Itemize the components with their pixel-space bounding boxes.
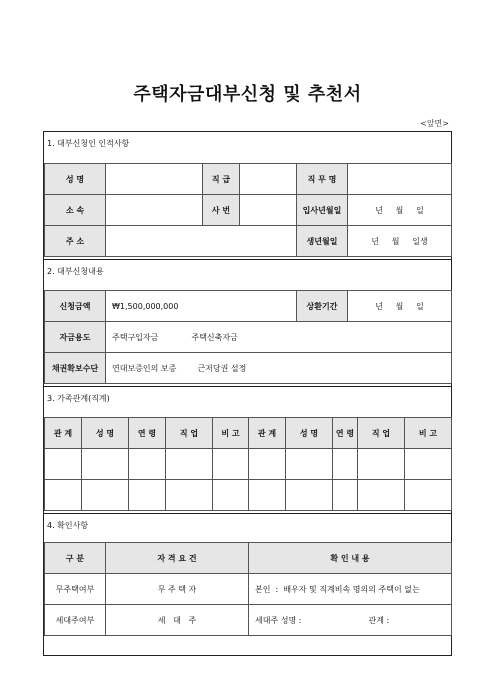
homeless-qualification: 무 주 택 자 xyxy=(106,574,249,605)
family-cell[interactable] xyxy=(249,480,286,511)
security-means-label: 채권확보수단 xyxy=(45,353,106,384)
employee-number-field[interactable] xyxy=(240,195,297,226)
birth-date-field[interactable]: 년 월 일생 xyxy=(348,226,452,257)
household-head-relation-label: 관계 : xyxy=(368,615,390,625)
birth-date-label: 생년월일 xyxy=(297,226,348,257)
family-cell[interactable] xyxy=(213,480,249,511)
name-field[interactable] xyxy=(106,164,203,195)
family-cell[interactable] xyxy=(405,449,452,480)
fund-use-option-construction[interactable]: 주택신축자금 xyxy=(191,332,238,342)
family-cell[interactable] xyxy=(82,449,129,480)
security-option-mortgage[interactable]: 근저당권 설정 xyxy=(197,363,247,373)
address-label: 주 소 xyxy=(45,226,106,257)
section-4-heading: 4. 확인사항 xyxy=(44,513,451,536)
family-cell[interactable] xyxy=(333,480,358,511)
affiliation-label: 소 속 xyxy=(45,195,106,226)
repayment-period-label: 상환기간 xyxy=(297,291,348,322)
section-2-heading: 2. 대부신청내용 xyxy=(44,259,451,282)
family-cell[interactable] xyxy=(333,449,358,480)
family-header-remarks: 비 고 xyxy=(213,418,249,449)
fund-use-label: 자금용도 xyxy=(45,322,106,353)
family-cell[interactable] xyxy=(405,480,452,511)
family-cell[interactable] xyxy=(166,480,213,511)
fund-use-option-purchase[interactable]: 주택구입자금 xyxy=(112,332,159,342)
fund-use-field[interactable] xyxy=(106,322,452,353)
rank-field[interactable] xyxy=(240,164,297,195)
employee-number-label: 사 번 xyxy=(203,195,240,226)
security-means-field[interactable] xyxy=(106,353,452,384)
verification-table xyxy=(44,542,452,636)
family-row xyxy=(45,480,452,511)
family-header-occupation: 직 업 xyxy=(358,418,405,449)
family-header-name: 성 명 xyxy=(82,418,129,449)
duty-label: 직 무 명 xyxy=(297,164,348,195)
verification-header-qualification: 자 격 요 건 xyxy=(106,543,249,574)
family-cell[interactable] xyxy=(166,449,213,480)
family-cell[interactable] xyxy=(249,449,286,480)
affiliation-field[interactable] xyxy=(106,195,203,226)
family-header-age: 연 령 xyxy=(333,418,358,449)
amount-label: 신청금액 xyxy=(45,291,106,322)
family-table xyxy=(44,417,452,511)
verification-header-confirmation: 확 인 내 용 xyxy=(249,543,452,574)
family-header-age: 연 령 xyxy=(129,418,166,449)
rank-label: 직 급 xyxy=(203,164,240,195)
family-cell[interactable] xyxy=(82,480,129,511)
verification-header-category: 구 분 xyxy=(45,543,106,574)
family-cell[interactable] xyxy=(358,449,405,480)
document-title: 주택자금대부신청 및 추천서 xyxy=(133,84,362,105)
household-head-name-label: 세대주 성명 : xyxy=(255,615,302,625)
hire-date-field[interactable]: 년 월 일 xyxy=(348,195,452,226)
family-header-name: 성 명 xyxy=(286,418,333,449)
household-head-qualification: 세 대 주 xyxy=(106,605,249,636)
section-3-heading: 3. 가족관계(직계) xyxy=(44,386,451,409)
amount-field[interactable]: ₩1,500,000,000 xyxy=(106,291,297,322)
homeless-status-label: 무주택여부 xyxy=(45,574,106,605)
family-cell[interactable] xyxy=(358,480,405,511)
repayment-period-field[interactable]: 년 월 일 xyxy=(348,291,452,322)
family-cell[interactable] xyxy=(45,449,82,480)
name-label: 성 명 xyxy=(45,164,106,195)
applicant-info-table xyxy=(44,163,452,257)
family-header-relation: 관 계 xyxy=(45,418,82,449)
family-cell[interactable] xyxy=(286,480,333,511)
family-header-occupation: 직 업 xyxy=(166,418,213,449)
hire-date-label: 입사년월일 xyxy=(297,195,348,226)
family-cell[interactable] xyxy=(129,480,166,511)
homeless-confirmation[interactable]: 본인 : 배우자 및 직계비속 명의의 주택이 없는 xyxy=(249,574,452,605)
security-option-guarantor[interactable]: 연대보증인의 보증 xyxy=(112,363,177,373)
family-row xyxy=(45,449,452,480)
address-field[interactable] xyxy=(106,226,297,257)
application-form xyxy=(43,131,452,656)
household-head-confirmation[interactable] xyxy=(249,605,452,636)
family-header-relation: 관 계 xyxy=(249,418,286,449)
family-cell[interactable] xyxy=(45,480,82,511)
duty-field[interactable] xyxy=(348,164,452,195)
household-head-status-label: 세대주여부 xyxy=(45,605,106,636)
section-1-heading: 1. 대부신청인 인적사항 xyxy=(47,139,130,148)
family-cell[interactable] xyxy=(213,449,249,480)
family-cell[interactable] xyxy=(129,449,166,480)
front-side-label: <앞면> xyxy=(420,119,449,128)
loan-request-table xyxy=(44,290,452,384)
family-cell[interactable] xyxy=(286,449,333,480)
family-header-remarks: 비 고 xyxy=(405,418,452,449)
